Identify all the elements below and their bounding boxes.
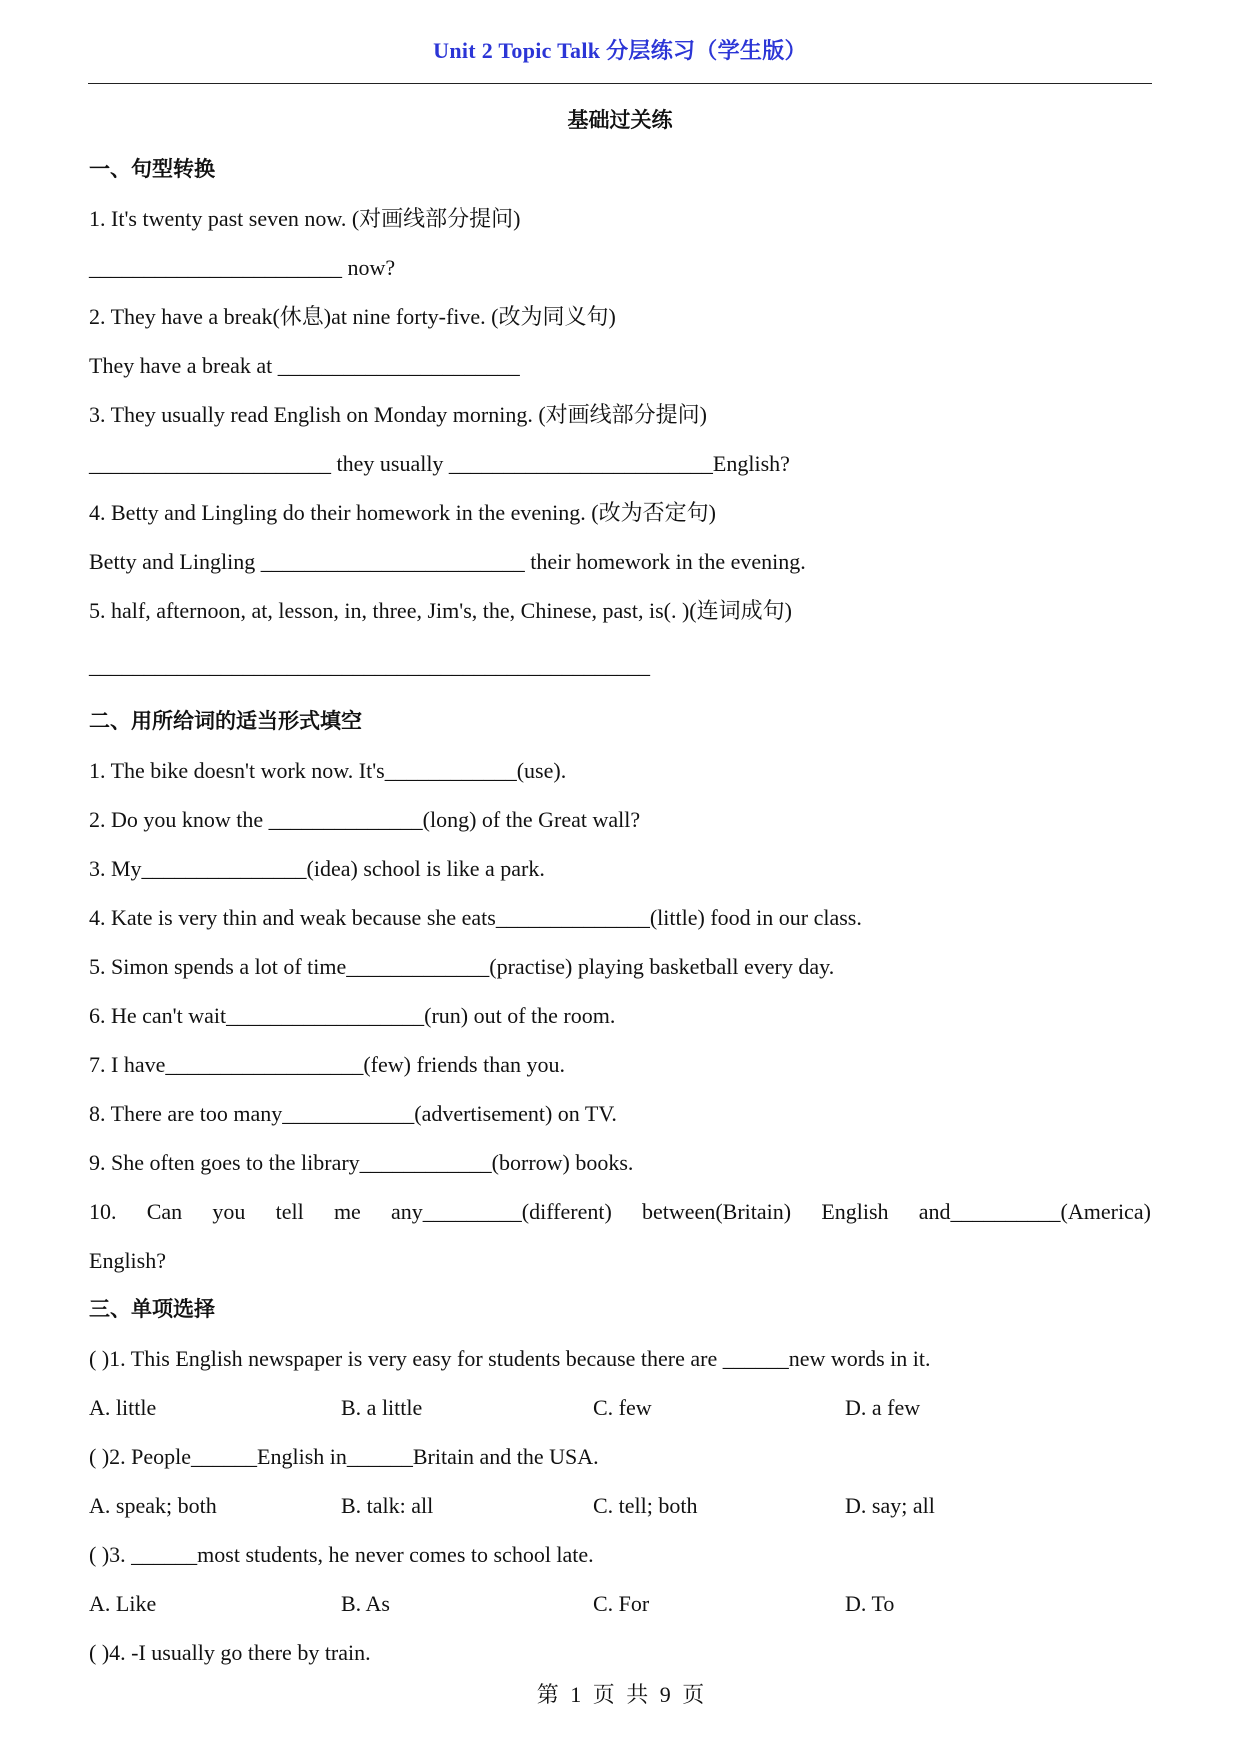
option: C. few — [593, 1395, 652, 1420]
word: you — [212, 1199, 246, 1224]
exercise-line: 3. My_______________(idea) school is like a park. — [89, 856, 545, 881]
answer-line: ______________________ they usually ________________________English? — [89, 451, 790, 476]
exercise-line: 9. She often goes to the library____________(borrow) books. — [89, 1150, 634, 1175]
exercise-line: 3. They usually read English on Monday morning. (对画线部分提问) — [89, 402, 707, 427]
question-stem: ( )3. ______most students, he never comes to school late. — [89, 1542, 594, 1567]
exercise-line: 2. They have a break(休息)at nine forty-five. (改为同义句) — [89, 304, 616, 329]
word: Can — [146, 1199, 183, 1224]
exercise-line: 4. Kate is very thin and weak because she eats______________(little) food in our class. — [89, 905, 862, 930]
section-title-2: 二、用所给词的适当形式填空 — [89, 709, 362, 733]
option: C. For — [593, 1591, 650, 1616]
question-stem: ( )4. -I usually go there by train. — [89, 1640, 371, 1665]
option: A. little — [89, 1395, 157, 1420]
exercise-line: 5. Simon spends a lot of time_____________(practise) playing basketball every day. — [89, 954, 835, 979]
word: me — [333, 1199, 361, 1224]
exercise-line: 5. half, afternoon, at, lesson, in, three, Jim's, the, Chinese, past, is(. )(连词成句) — [89, 598, 792, 623]
exercise-line: 1. The bike doesn't work now. It's____________(use). — [89, 758, 567, 783]
option: D. To — [845, 1591, 895, 1616]
option: D. a few — [845, 1395, 921, 1420]
exercise-line-justified — [89, 1187, 1151, 1236]
exercise-line: 8. There are too many____________(advertisement) on TV. — [89, 1101, 617, 1126]
word: English — [821, 1199, 889, 1224]
option-row — [89, 1383, 1151, 1432]
answer-line: _______________________ now? — [89, 255, 396, 280]
word: 10. — [89, 1199, 117, 1224]
main-title: 基础过关练 — [567, 108, 673, 132]
page-number: 第 1 页 共 9 页 — [536, 1682, 705, 1707]
question-stem: ( )1. This English newspaper is very easy for students because there are ______new words in it. — [89, 1346, 931, 1371]
option: B. talk: all — [341, 1493, 434, 1518]
document-header: Unit 2 Topic Talk 分层练习（学生版） — [433, 38, 807, 63]
option-row — [89, 1579, 1151, 1628]
section-title-3: 三、单项选择 — [89, 1297, 215, 1321]
option: B. As — [341, 1591, 390, 1616]
option: A. Like — [89, 1591, 157, 1616]
document-body — [89, 96, 1151, 1677]
header-divider — [88, 83, 1152, 84]
word: tell — [275, 1199, 304, 1224]
word: and__________(America) — [918, 1199, 1151, 1224]
answer-line: ___________________________________________________ — [89, 653, 650, 678]
exercise-line: 6. He can't wait__________________(run) out of the room. — [89, 1003, 616, 1028]
exercise-line: English? — [89, 1248, 166, 1273]
option: D. say; all — [845, 1493, 935, 1518]
question-stem: ( )2. People______English in______Britain and the USA. — [89, 1444, 599, 1469]
option: C. tell; both — [593, 1493, 698, 1518]
exercise-line: 2. Do you know the ______________(long) of the Great wall? — [89, 807, 641, 832]
exercise-line: 1. It's twenty past seven now. (对画线部分提问) — [89, 206, 521, 231]
word: any_________(different) — [391, 1199, 612, 1224]
word: between(Britain) — [642, 1199, 792, 1224]
option: A. speak; both — [89, 1493, 217, 1518]
answer-line: Betty and Lingling ________________________ their homework in the evening. — [89, 549, 806, 574]
option-row — [89, 1481, 1151, 1530]
exercise-line: 4. Betty and Lingling do their homework in the evening. (改为否定句) — [89, 500, 716, 525]
answer-line: They have a break at ______________________ — [89, 353, 520, 378]
section-title-1: 一、句型转换 — [89, 157, 215, 181]
option: B. a little — [341, 1395, 423, 1420]
exercise-line: 7. I have__________________(few) friends than you. — [89, 1052, 565, 1077]
